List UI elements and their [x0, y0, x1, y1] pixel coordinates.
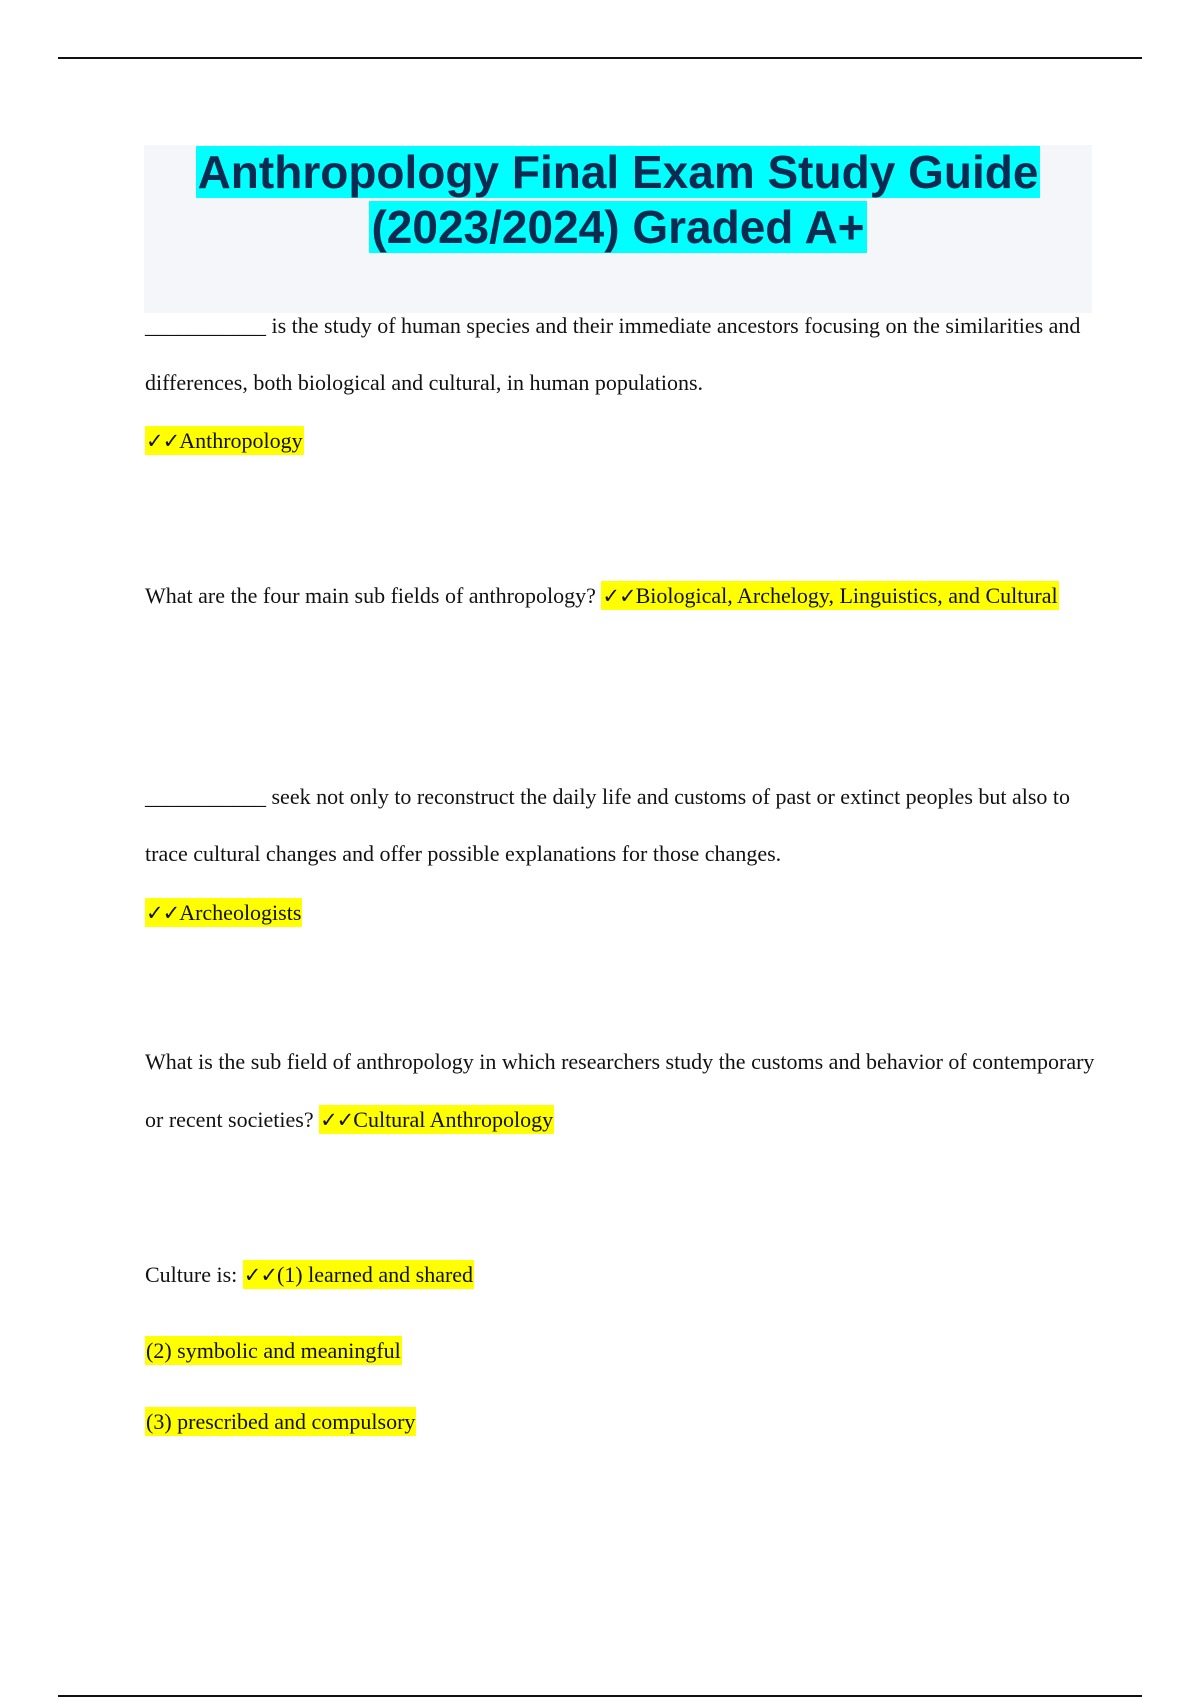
- answer-3: [145, 884, 1095, 942]
- double-check-icon: ✓✓: [602, 584, 636, 608]
- answer-3-text: Archeologists: [179, 900, 302, 925]
- question-3-text: ___________ seek not only to reconstruct the daily life and customs of past or extinct peoples but also to trace cultural changes and offer possible explanations for those changes.: [145, 784, 1071, 866]
- answer-1: [145, 412, 1095, 470]
- answer-5-highlight: [243, 1260, 474, 1289]
- footer-rule: [58, 1695, 1142, 1697]
- answer-4-highlight: [319, 1105, 554, 1134]
- answer-5-line-2-highlight: (2) symbolic and meaningful: [146, 1338, 401, 1363]
- question-1: [145, 297, 1095, 411]
- question-2-text: What are the four main sub fields of anthropology?: [145, 583, 602, 608]
- answer-3-highlight: [145, 898, 302, 927]
- answer-5-text: (1) learned and shared: [276, 1262, 474, 1287]
- question-2: [145, 566, 1095, 626]
- double-check-icon: ✓✓: [146, 901, 180, 925]
- document-title: [144, 145, 1092, 255]
- answer-5-line-2: [145, 1322, 1095, 1379]
- double-check-icon: ✓✓: [146, 429, 180, 453]
- answer-5-line-3: [145, 1393, 1095, 1450]
- answer-2-text: Biological, Archelogy, Linguistics, and Cultural: [635, 583, 1058, 608]
- header-rule: [58, 57, 1142, 59]
- answer-4-text: Cultural Anthropology: [353, 1107, 554, 1132]
- answer-2-highlight: [601, 581, 1058, 610]
- answer-1-highlight: [145, 426, 304, 455]
- question-4-text: What is the sub field of anthropology in which researchers study the customs and behavior of contemporary or recent societies?: [145, 1049, 1095, 1132]
- question-1-text: ___________ is the study of human species and their immediate ancestors focusing on the similarities and differences, both biological and cultural, in human populations.: [145, 313, 1081, 395]
- answer-5-line-3-highlight: (3) prescribed and compulsory: [146, 1409, 416, 1434]
- double-check-icon: ✓✓: [320, 1108, 354, 1132]
- question-3: [145, 768, 1095, 882]
- question-4: [145, 1033, 1095, 1149]
- title-line-1: Anthropology Final Exam Study Guide: [197, 146, 1039, 198]
- answer-1-text: Anthropology: [179, 428, 303, 453]
- question-5-text: Culture is:: [145, 1262, 243, 1287]
- double-check-icon: ✓✓: [243, 1263, 277, 1287]
- title-line-2: (2023/2024) Graded A+: [371, 201, 865, 253]
- question-5: [145, 1246, 1095, 1304]
